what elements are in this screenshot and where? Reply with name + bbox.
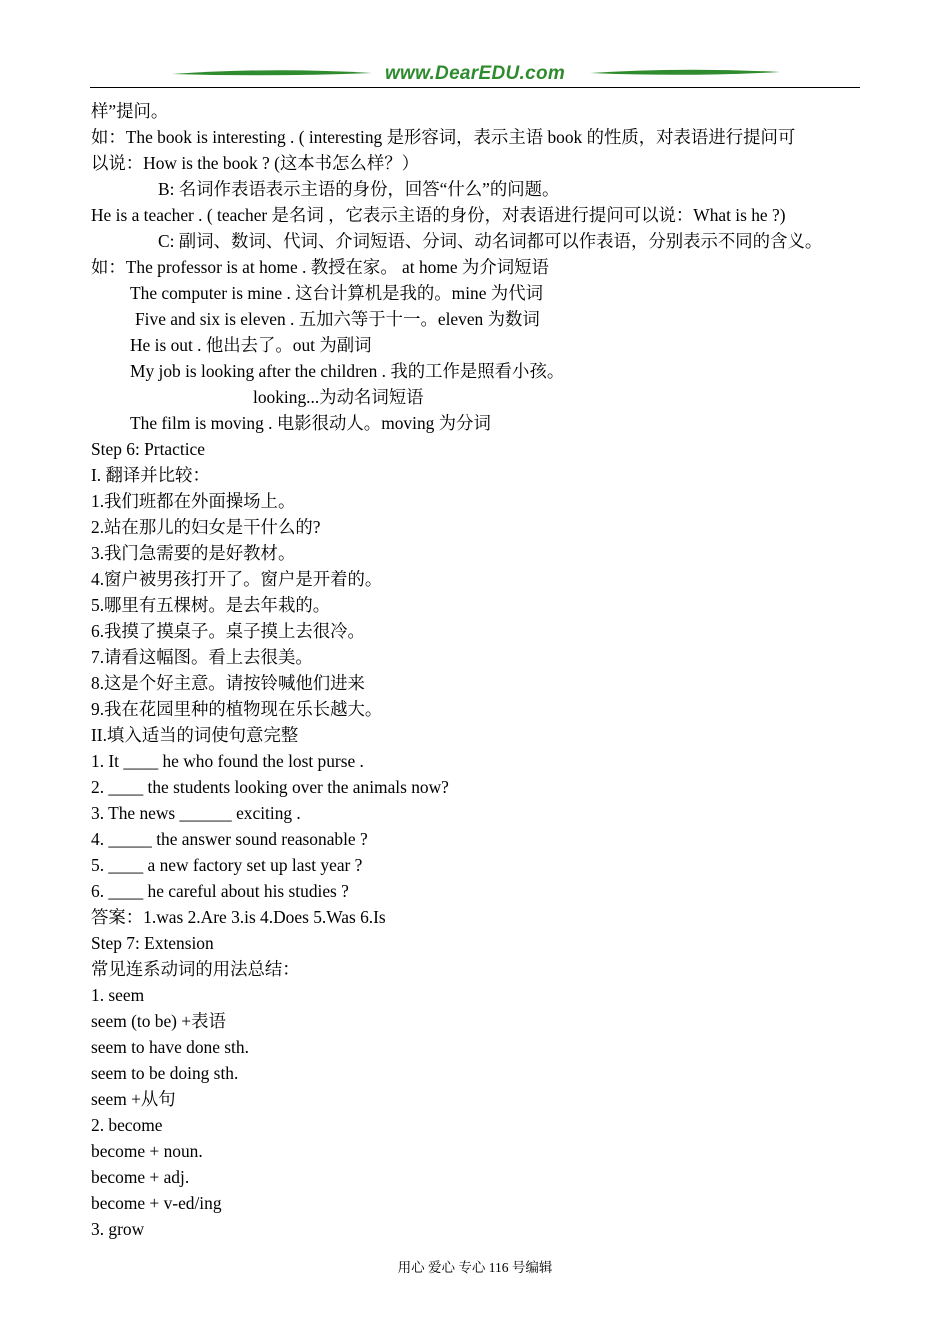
text-line: He is a teacher . ( teacher 是名词 ，它表示主语的身份，对表语进行提问可以说：What is he ?) [91, 205, 786, 225]
site-brand [90, 62, 860, 86]
header-rule [90, 87, 860, 88]
list-item: 5. ____ a new factory set up last year ? [91, 855, 363, 875]
text-line: My job is looking after the children . 我的工作是照看小孩。 [130, 361, 565, 381]
list-item: 2. ____ the students looking over the animals now? [91, 777, 449, 797]
text-line: seem to have done sth. [91, 1037, 249, 1057]
text-line: 如：The book is interesting . ( interesting 是形容词，表示主语 book 的性质，对表语进行提问可 [91, 127, 796, 147]
list-item: 4.窗户被男孩打开了。窗户是开着的。 [91, 569, 383, 589]
list-item: 2. become [91, 1115, 163, 1135]
page-footer: 用心 爱心 专心 116 号编辑 [397, 1260, 553, 1275]
text-line: become + noun. [91, 1141, 203, 1161]
list-item: 1. seem [91, 985, 145, 1005]
text-line: Five and six is eleven . 五加六等于十一。eleven 为数词 [135, 309, 540, 329]
text-line: 样”提问。 [91, 101, 169, 121]
text-line: B: 名词作表语表示主语的身份，回答“什么”的问题。 [158, 179, 560, 199]
list-item: 3. The news ______ exciting . [91, 803, 301, 823]
text-line: C: 副词、数词、代词、介词短语、分词、动名词都可以作表语，分别表示不同的含义。 [158, 231, 823, 251]
page-header [90, 62, 860, 88]
text-line: 常见连系动词的用法总结： [91, 959, 300, 979]
answer-line: 答案：1.was 2.Are 3.is 4.Does 5.Was 6.Is [91, 907, 386, 927]
text-line: 如：The professor is at home . 教授在家。 at home 为介词短语 [91, 257, 549, 277]
list-item: 6.我摸了摸桌子。桌子摸上去很冷。 [91, 621, 365, 641]
text-line: become + v-ed/ing [91, 1193, 222, 1213]
text-line: The computer is mine . 这台计算机是我的。mine 为代词 [130, 283, 543, 303]
section-heading: Step 6: Prtactice [91, 439, 205, 459]
list-item: 9.我在花园里种的植物现在乐长越大。 [91, 699, 383, 719]
text-line: I. 翻译并比较： [91, 465, 210, 485]
document-body [91, 98, 871, 1242]
list-item: 3. grow [91, 1219, 145, 1239]
text-line: He is out . 他出去了。out 为副词 [130, 335, 372, 355]
text-line: seem (to be) +表语 [91, 1011, 226, 1031]
text-line: seem +从句 [91, 1089, 176, 1109]
list-item: 1.我们班都在外面操场上。 [91, 491, 296, 511]
text-line: 以说：How is the book ? (这本书怎么样？） [91, 153, 419, 173]
list-item: 5.哪里有五棵树。是去年栽的。 [91, 595, 331, 615]
list-item: 2.站在那儿的妇女是干什么的? [91, 517, 321, 537]
text-line: seem to be doing sth. [91, 1063, 239, 1083]
list-item: 8.这是个好主意。请按铃喊他们进来 [91, 673, 365, 693]
site-brand-text: www.DearEDU.com [384, 63, 566, 84]
list-item: 3.我门急需要的是好教材。 [91, 543, 296, 563]
text-line: become + adj. [91, 1167, 190, 1187]
text-line: The film is moving . 电影很动人。moving 为分词 [130, 413, 491, 433]
list-item: 1. It ____ he who found the lost purse . [91, 751, 364, 771]
text-line: II.填入适当的词使句意完整 [91, 725, 299, 745]
list-item: 7.请看这幅图。看上去很美。 [91, 647, 313, 667]
list-item: 6. ____ he careful about his studies ? [91, 881, 349, 901]
text-line: looking...为动名词短语 [253, 387, 424, 407]
section-heading: Step 7: Extension [91, 933, 214, 953]
list-item: 4. _____ the answer sound reasonable ? [91, 829, 368, 849]
